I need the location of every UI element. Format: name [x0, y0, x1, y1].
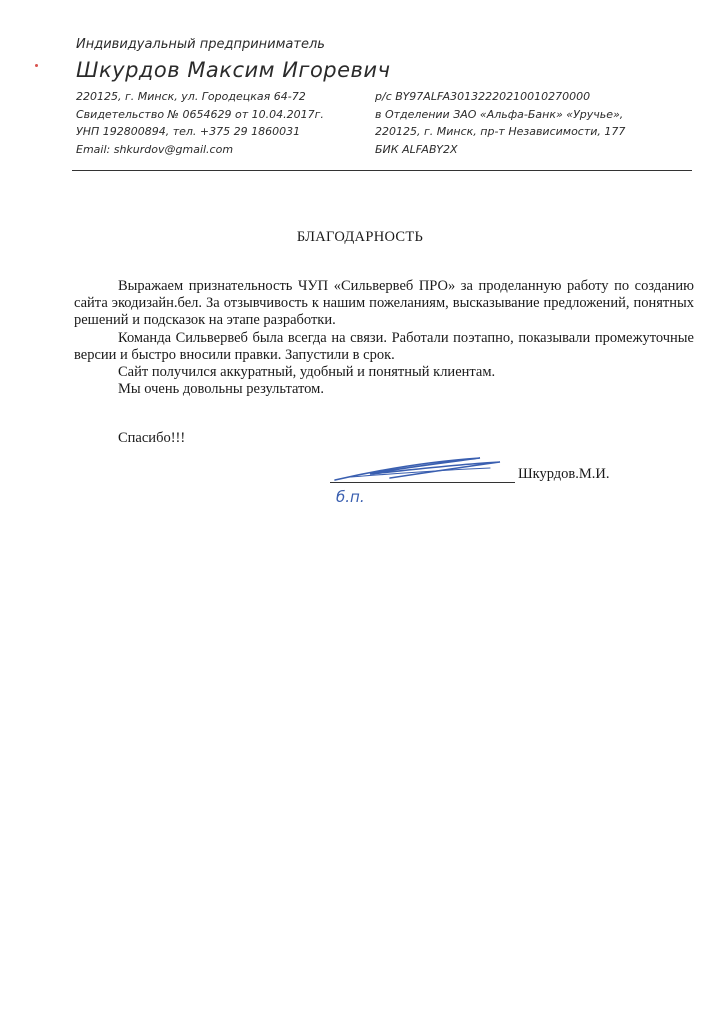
body-paragraph: Выражаем признательность ЧУП «Сильвервеб ПРО» за проделанную работу по созданию сайта экодизайн.бел. За отзывчивость к нашим пожеланиям, высказывание предложений, понятных решений и подсказок на этапе разработки.: [74, 278, 694, 329]
bank-account: р/с BY97ALFA30132220210010270000: [375, 90, 591, 103]
letterhead-address: 220125, г. Минск, ул. Городецкая 64-72: [76, 90, 306, 103]
body-paragraph: Мы очень довольны результатом.: [118, 381, 324, 398]
header-divider: [72, 170, 692, 171]
document-title: БЛАГОДАРНОСТЬ: [296, 229, 424, 245]
signature-line: [330, 482, 515, 483]
bank-address: 220125, г. Минск, пр-т Независимости, 177: [375, 125, 626, 138]
signature-name: Шкурдов.М.И.: [518, 466, 610, 482]
closing-thanks: Спасибо!!!: [118, 430, 186, 446]
red-mark: [35, 64, 38, 67]
body-paragraph: Команда Сильвервеб была всегда на связи. Работали поэтапно, показывали промежуточные версии и быстро вносили правки. Запустили в срок.: [74, 329, 694, 363]
bank-branch: в Отделении ЗАО «Альфа-Банк» «Уручье»,: [375, 107, 624, 121]
signature-block: [330, 450, 630, 510]
letterhead-address-block: [76, 88, 324, 158]
letterhead-certificate: Свидетельство № 0654629 от 10.04.2017г.: [76, 107, 324, 121]
letterhead-email: Email: shkurdov@gmail.com: [76, 142, 234, 156]
handwritten-note: б.п.: [336, 488, 365, 506]
bank-bic: БИК ALFABY2X: [375, 142, 458, 156]
letterhead-unp-phone: УНП 192800894, тел. +375 29 1860031: [76, 125, 301, 138]
body-paragraph: Сайт получился аккуратный, удобный и понятный клиентам.: [118, 364, 496, 381]
letterhead-bank-block: [375, 88, 625, 158]
letterhead-name: Шкурдов Максим Игоревич: [76, 58, 391, 82]
handwritten-signature: [330, 450, 530, 510]
letter-body: [74, 278, 694, 398]
letterhead-title: Индивидуальный предприниматель: [76, 37, 325, 52]
